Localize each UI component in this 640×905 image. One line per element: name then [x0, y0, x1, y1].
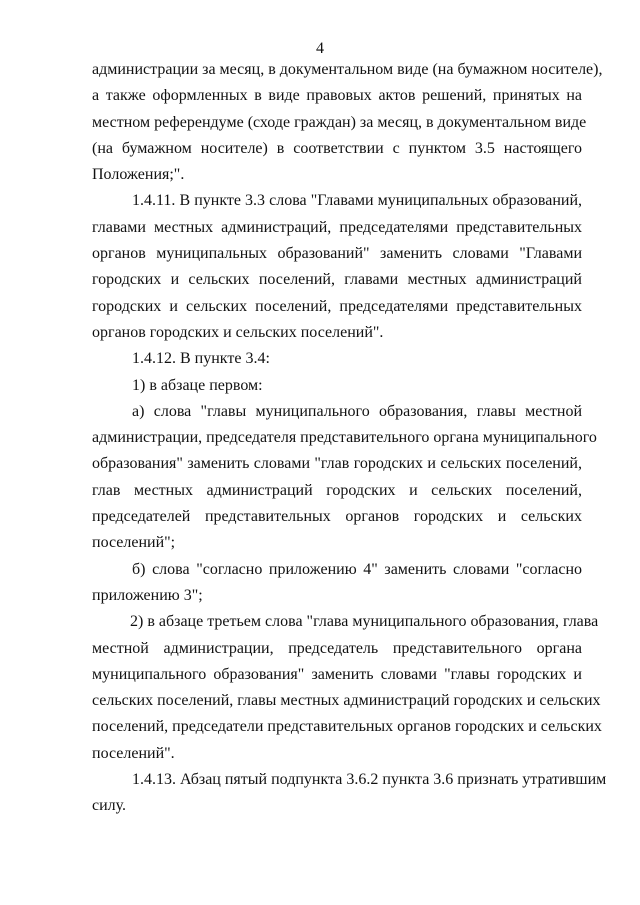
text-line: а также оформленных в виде правовых актов решений, принятых на — [92, 87, 582, 105]
text-line: приложению 3"; — [92, 586, 203, 604]
text-line: администрации за месяц, в документальном виде (на бумажном носителе), — [92, 61, 603, 78]
paragraph-start-1-4-11: 1.4.11. В пункте 3.3 слова "Главами муниципальных образований, — [132, 192, 582, 210]
text-line: поселений, председатели представительных органов городских и сельских — [92, 718, 602, 736]
text-line: городских и сельских поселений, главами местных администраций — [92, 271, 582, 289]
text-line: Положения;". — [92, 166, 185, 184]
text-line: главами местных администраций, председателями представительных — [92, 218, 582, 236]
page-number: 4 — [316, 40, 324, 57]
subitem-a: а) слова "главы муниципального образования, главы местной — [132, 402, 582, 420]
text-line: администрации, председателя представительного органа муниципального — [92, 429, 597, 447]
text-line: городских и сельских поселений, председателями представительных — [92, 297, 582, 315]
text-line: поселений"; — [92, 534, 176, 552]
document-body — [92, 57, 607, 820]
subitem-b: б) слова "согласно приложению 4" заменить словами "согласно — [132, 560, 582, 578]
paragraph-start-1-4-13: 1.4.13. Абзац пятый подпункта 3.6.2 пункта 3.6 признать утратившим — [132, 771, 607, 789]
text-line: местной администрации, председатель представительного органа — [92, 639, 582, 657]
text-line: муниципального образования" заменить словами "главы городских и — [92, 665, 582, 683]
text-line: глав местных администраций городских и сельских поселений, — [92, 481, 582, 499]
text-line: председателей представительных органов городских и сельских — [92, 508, 582, 526]
text-line: образования" заменить словами "глав городских и сельских поселений, — [92, 455, 582, 473]
text-line: поселений". — [92, 744, 175, 762]
paragraph-start-1-4-12: 1.4.12. В пункте 3.4: — [132, 350, 270, 368]
text-line: местном референдуме (сходе граждан) за месяц, в документальном виде — [92, 113, 587, 131]
text-line: органов городских и сельских поселений". — [92, 323, 384, 341]
subitem-2: 2) в абзаце третьем слова "глава муниципального образования, глава — [130, 613, 599, 631]
text-line: (на бумажном носителе) в соответствии с пунктом 3.5 настоящего — [92, 139, 582, 157]
text-line: сельских поселений, главы местных администраций городских и сельских — [92, 692, 601, 710]
text-line: органов муниципальных образований" заменить словами "Главами — [92, 245, 582, 263]
subitem-1: 1) в абзаце первом: — [132, 376, 263, 394]
text-line: силу. — [92, 797, 127, 815]
